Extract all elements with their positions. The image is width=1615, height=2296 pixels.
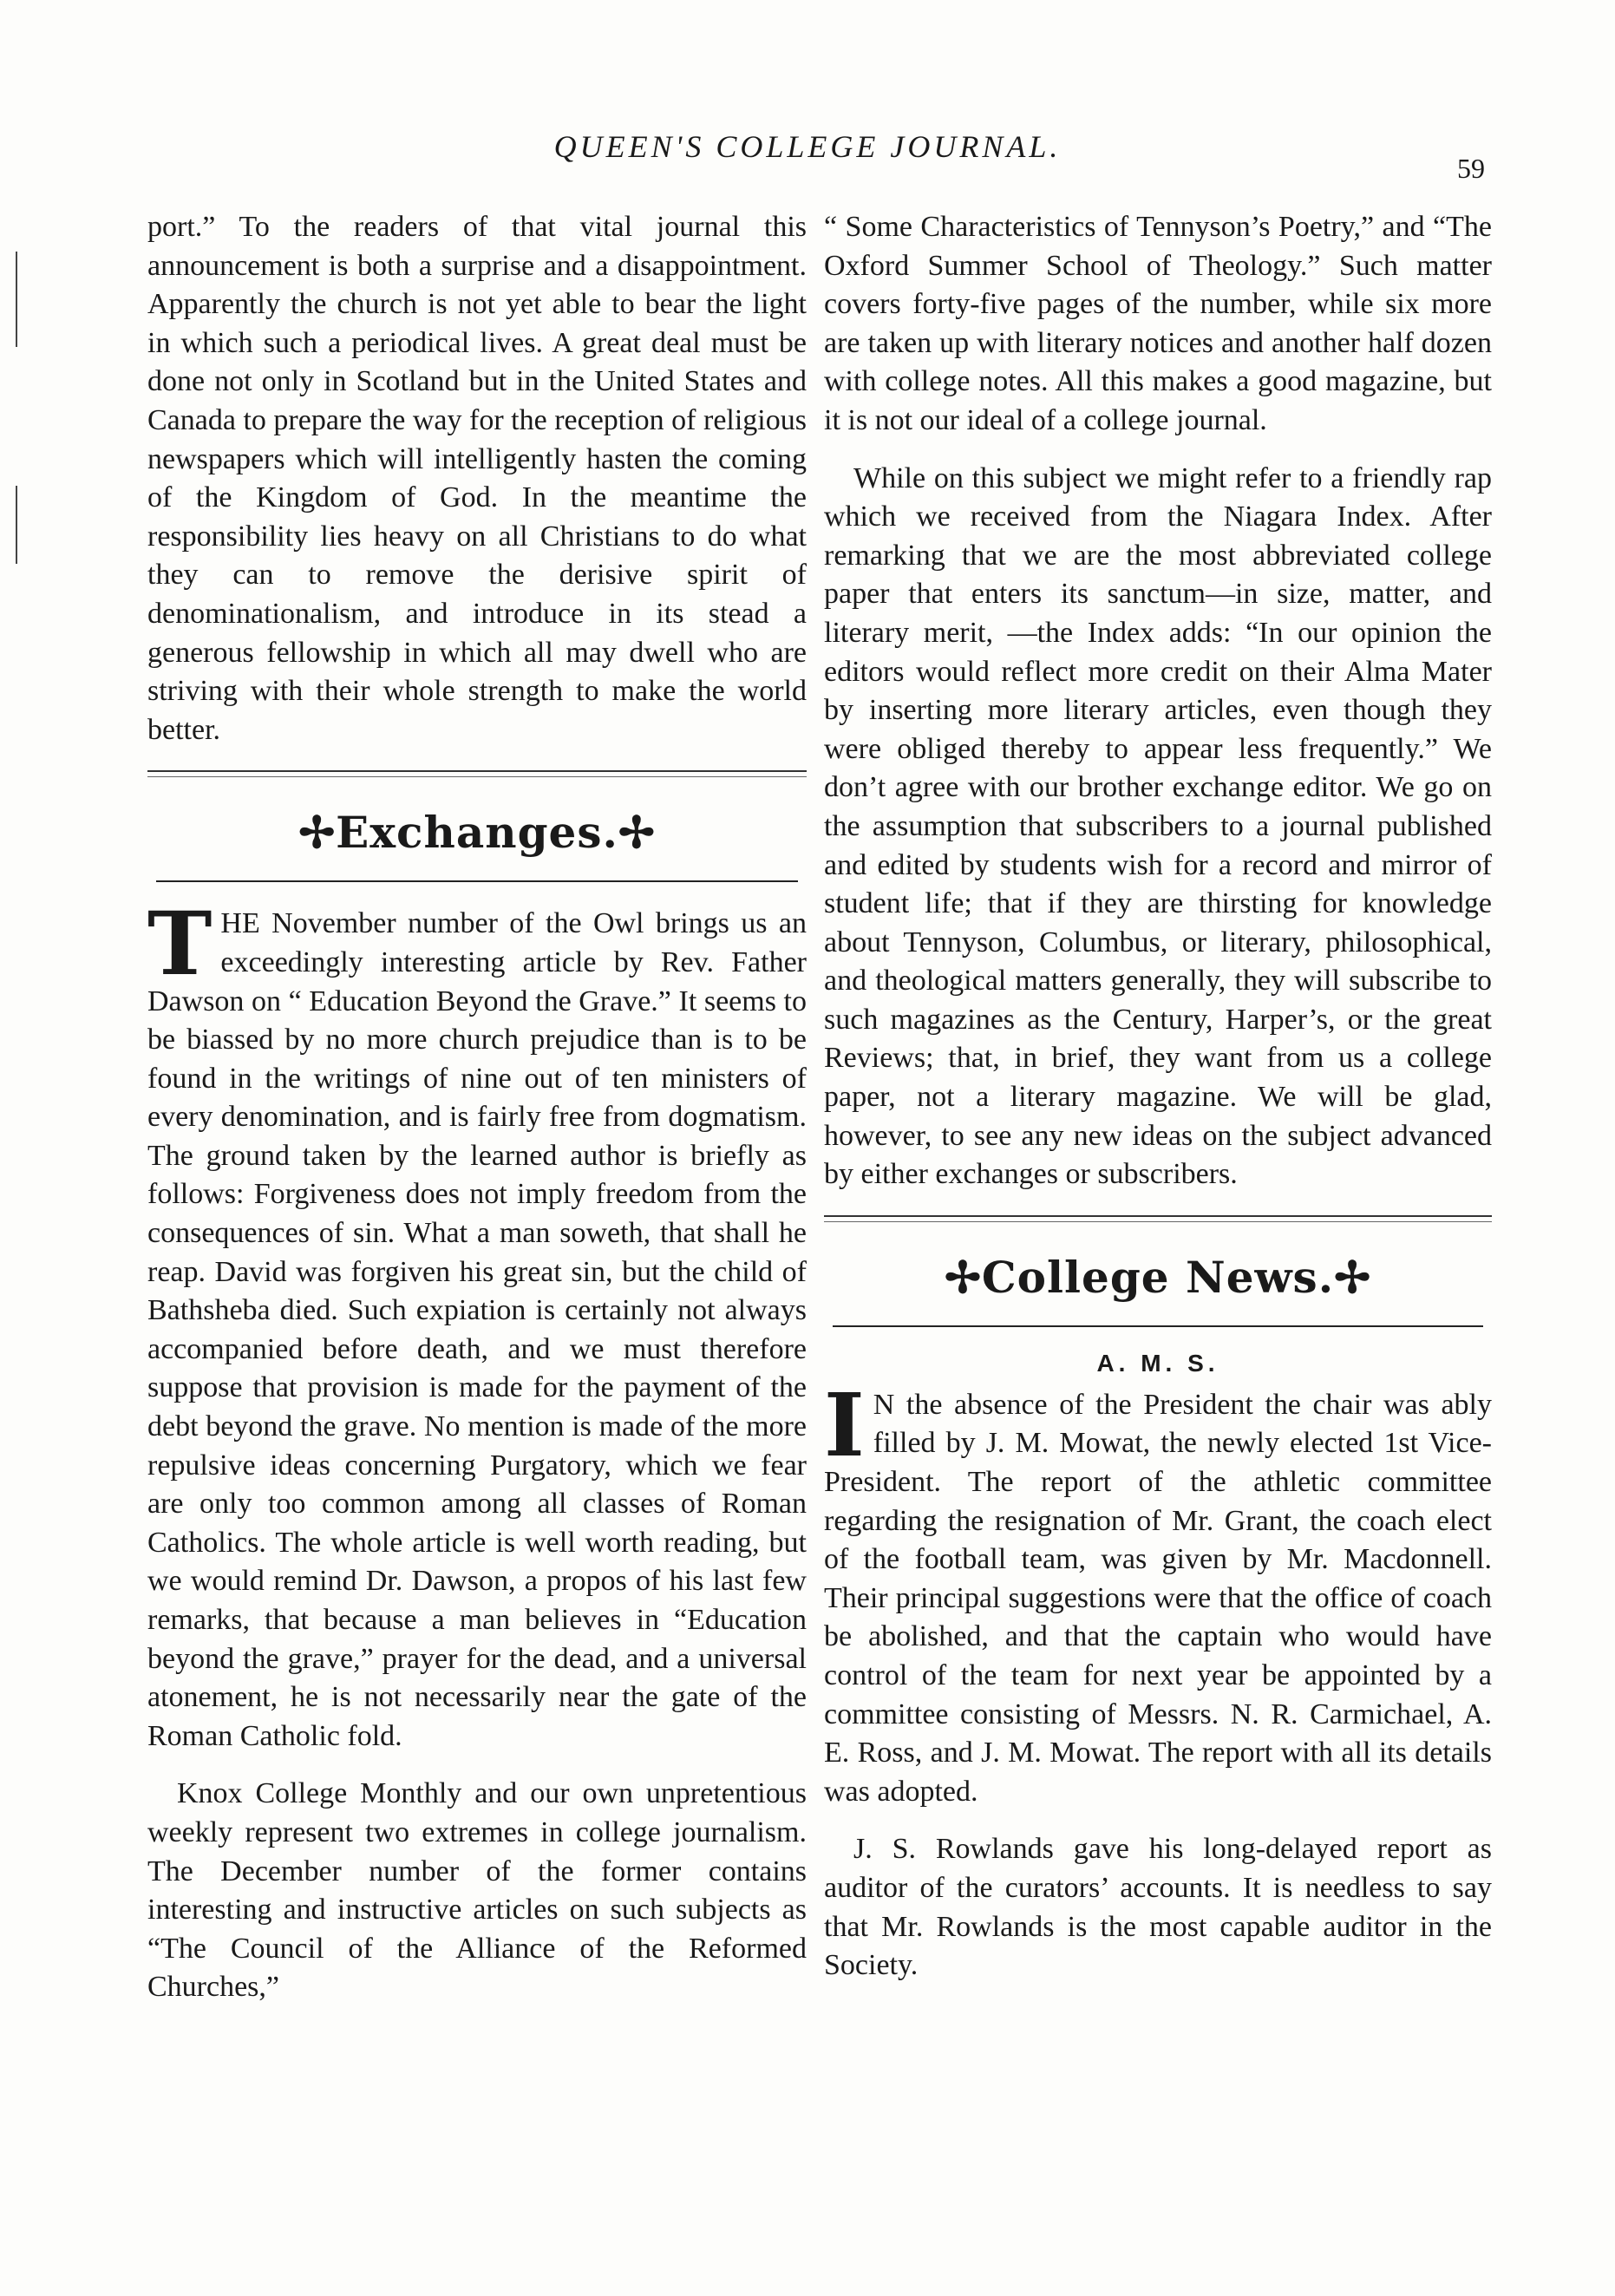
page-number: 59: [1457, 153, 1485, 184]
right-column: [824, 208, 1492, 2005]
rowlands-paragraph: J. S. Rowlands gave his long-delayed report as auditor of the curators’ accounts. It is needless to say that Mr. Rowlands is the most capable auditor in the Society.: [824, 1833, 1492, 1982]
section-divider: [824, 1215, 1492, 1222]
niagara-paragraph: While on this subject we might refer to a friendly rap which we received from the Niagara Index. After remarking that we are the most abbreviated college paper that enters its sanctum—in size, matter, and literary merit, —the Index adds: “In our opinion the editors would reflect more credit on their Alma Mater by inserting more literary articles, even though they were obliged thereby to appear less frequently.” We don’t agree with our brother exchange editor. We go on the assumption that subscribers to a journal published and edited by students wish for a record and mirror of student life; that if they are thirsting for knowledge about Tennyson, Columbus, or literary, philosophical, and theological matters generally, they will subscribe to such magazines as the Century, Harper’s, or the great Reviews; that, in brief, they want from us a college paper, not a literary magazine. We will be glad, however, to see any new ideas on the subject advanced by either exchanges or subscribers.: [824, 461, 1492, 1191]
ams-paragraph: [824, 1373, 1492, 1812]
ams-subheading: A. M. S.: [1096, 1349, 1219, 1377]
drop-cap: T: [147, 893, 212, 996]
continuation-paragraph: port.” To the readers of that vital journal this announcement is both a surprise and a disappointment. Apparently the church is not yet able to bear the light in which such a periodical lives. A great deal must be done not only in Scotland but in the United States and Canada to prepare the way for the reception of religious newspapers which will intelligently hasten the coming of the Kingdom of God. In the meantime the responsibility lies heavy on all Christians to do what they can to remove the derisive spirit of denominationalism, and introduce in its stead a generous fellowship in which all may dwell who are striving with their whole strength to make the world better.: [147, 211, 807, 746]
section-divider: [147, 770, 807, 777]
college-news-heading: ✢College News.✢: [944, 1251, 1372, 1303]
ams-paragraph-text: N the absence of the President the chair was ably filled by J. M. Mowat, the newly elected 1st Vice-President. The report of the athletic committee regarding the resignation of Mr. Grant, the coach elect of the football team, was given by Mr. Macdonnell. Their principal suggestions were that the office of coach be abolished, and that the captain who would have control of the team for next year be appointed by a committee consisting of Messrs. N. R. Carmichael, A. E. Ross, and J. M. Mowat. The report with all its details was adopted.: [824, 1388, 1492, 1808]
drop-cap: I: [824, 1373, 865, 1476]
heading-rule: [833, 1325, 1483, 1327]
knox-paragraph: Knox College Monthly and our own unpretentious weekly represent two extremes in college journalism. The December number of the former contains interesting and instructive articles on such subjects as “The Council of the Alliance of the Reformed Churches,”: [147, 1777, 807, 2004]
continuation-paragraph: “ Some Characteristics of Tennyson’s Poetry,” and “The Oxford Summer School of Theology.” Such matter covers forty-five pages of the number, while six more are taken up with literary notices and another half dozen with college notes. All this makes a good magazine, but it is not our ideal of a college journal.: [824, 211, 1492, 436]
page-edge-mark: [16, 486, 17, 564]
heading-rule: [156, 880, 798, 882]
left-column: [147, 208, 807, 2026]
running-head: QUEEN'S COLLEGE JOURNAL.: [553, 129, 1062, 164]
page-edge-mark: [16, 252, 17, 347]
exchanges-paragraph-text: HE November number of the Owl brings us an exceedingly interesting article by Rev. Father Dawson on “ Education Beyond the Grave.” It seems to be biassed by no more church prejudice than is to be found in the writings of nine out of ten ministers of every denomination, and is fairly free from dogmatism. The ground taken by the learned author is briefly as follows: Forgiveness does not imply freedom from the consequences of sin. What a man soweth, that shall he reap. David was forgiven his great sin, but the child of Bathsheba died. Such expiation is certainly not always accompanied before death, and we must therefore suppose that provision is made for the payment of the debt beyond the grave. No mention is made of the more repulsive ideas concerning Purgatory, which we fear are only too common among all classes of Roman Catholics. The whole article is well worth reading, but we would remind Dr. Dawson, a propos of his last few remarks, that because a man believes in “Education beyond the grave,” prayer for the dead, and a universal atonement, he is not necessarily near the gate of the Roman Catholic fold.: [147, 907, 807, 1752]
exchanges-paragraph: [147, 893, 807, 1756]
exchanges-heading: ✢Exchanges.✢: [298, 807, 656, 859]
